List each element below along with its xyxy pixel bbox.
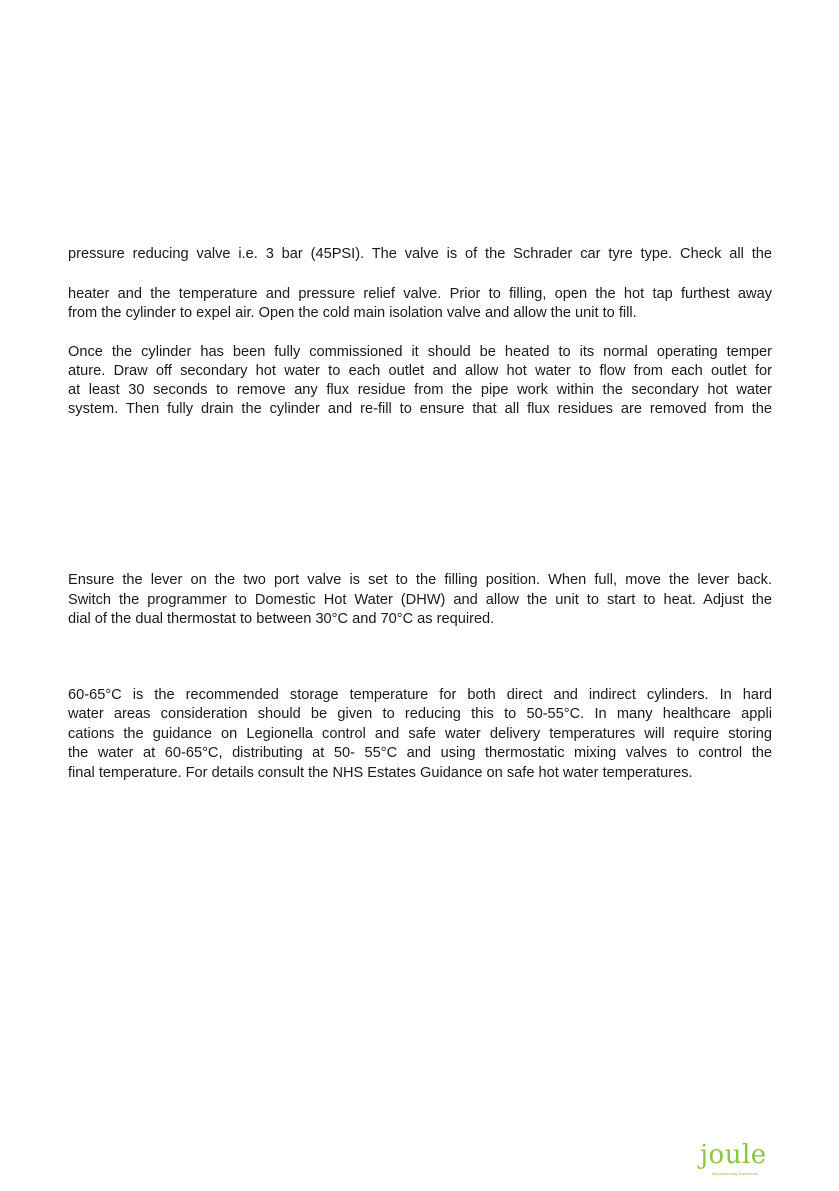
text-line: final temperature. For details consult the NHS Estates Guidance on safe hot water temperatures. [68, 765, 693, 781]
text-line: Switch the programmer to Domestic Hot Water (DHW) and allow the unit to start to heat. Adjust the [68, 592, 772, 608]
text-line: ature. Draw off secondary hot water to each outlet and allow hot water to flow from each outlet for [68, 363, 772, 379]
text-line: Once the cylinder has been fully commissioned it should be heated to its normal operating temper [68, 344, 772, 360]
logo-wordmark: joule [700, 1140, 767, 1170]
text-line: heater and the temperature and pressure relief valve. Prior to filling, open the hot tap furthest away [68, 286, 772, 302]
text-line: system. Then fully drain the cylinder and re-fill to ensure that all flux residues are removed from the [68, 401, 772, 417]
text-line: Ensure the lever on the two port valve is set to the filling position. When full, move the lever back. [68, 572, 772, 588]
text-line: at least 30 seconds to remove any flux residue from the pipe work within the secondary hot water [68, 382, 772, 398]
text-line: the water at 60-65°C, distributing at 50- 55°C and using thermostatic mixing valves to control the [68, 745, 772, 761]
text-line: 60-65°C is the recommended storage temperature for both direct and indirect cylinders. In hard [68, 687, 772, 703]
text-line: from the cylinder to expel air. Open the cold main isolation valve and allow the unit to fill. [68, 305, 637, 321]
joule-logo [700, 1140, 774, 1178]
text-line: pressure reducing valve i.e. 3 bar (45PSI). The valve is of the Schrader car tyre type. Check all the [68, 246, 772, 262]
text-line: water areas consideration should be given to reducing this to 50-55°C. In many healthcare appli [68, 706, 772, 722]
text-line: dial of the dual thermostat to between 30°C and 70°C as required. [68, 611, 495, 627]
text-line: cations the guidance on Legionella control and safe water delivery temperatures will require storing [68, 726, 772, 742]
logo-tagline: Manufacturing Excellence [712, 1171, 758, 1176]
